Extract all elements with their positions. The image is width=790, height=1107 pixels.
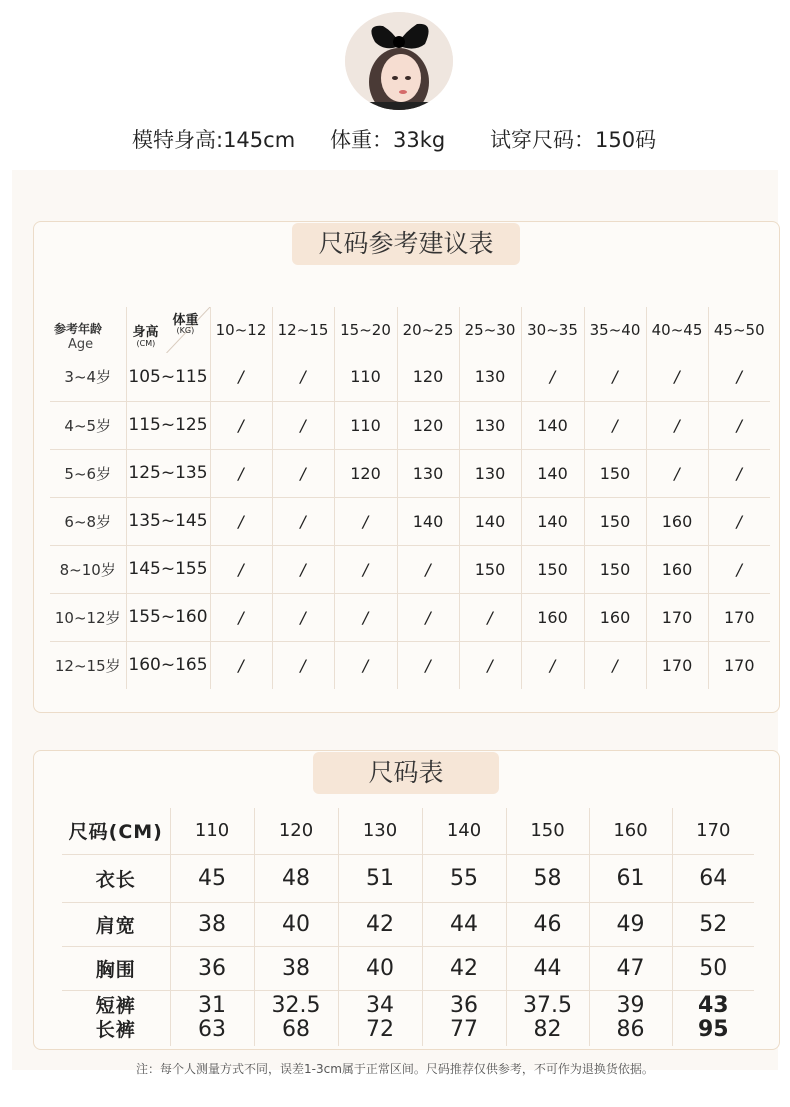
trousers-value: 82: [533, 1017, 562, 1043]
size-cell: 120: [334, 449, 397, 497]
measurement-value: 38: [170, 902, 254, 946]
measurement-row: [62, 854, 754, 902]
pants-value-cell: [170, 990, 254, 1046]
table-row: [50, 545, 770, 593]
table-row: [50, 497, 770, 545]
model-weight: 体重：33kg: [330, 128, 446, 152]
weight-col-header: 45~50: [713, 321, 765, 339]
measurement-value: 36: [170, 946, 254, 990]
measurement-row: [62, 902, 754, 946]
size-cell: 130: [459, 449, 521, 497]
size-cell: /: [210, 593, 272, 641]
size-cell: /: [210, 641, 272, 689]
size-cell: /: [708, 497, 770, 545]
table-header-row: [50, 307, 770, 353]
size-cell: /: [334, 497, 397, 545]
size-cell: /: [584, 641, 646, 689]
shorts-value: 37.5: [523, 993, 572, 1019]
measurement-value: 42: [422, 946, 506, 990]
size-cell: 110: [334, 353, 397, 401]
size-cell: /: [646, 449, 708, 497]
size-cell: 160: [521, 593, 584, 641]
pants-value-cell: [672, 990, 754, 1046]
size-column-header: 170: [672, 808, 754, 854]
measurement-value: 48: [254, 854, 338, 902]
measurement-value: 42: [338, 902, 422, 946]
age-corner-cell: [50, 307, 126, 353]
size-cell: /: [708, 449, 770, 497]
table-row: [50, 353, 770, 401]
measurement-value: 61: [589, 854, 672, 902]
size-cell: 170: [723, 655, 755, 675]
size-recommendation-title: 尺码参考建议表: [292, 223, 520, 265]
weight-col-header: 12~15: [272, 307, 334, 353]
pants-value-cell: [338, 990, 422, 1046]
size-cell: 150: [521, 545, 584, 593]
measurement-label: 肩宽: [62, 902, 170, 946]
size-cell: /: [646, 353, 708, 401]
size-cell: /: [210, 353, 272, 401]
pants-value-cell: [422, 990, 506, 1046]
weight-col-header: 10~12: [210, 307, 272, 353]
size-cell: 130: [459, 353, 521, 401]
height-cell: 135~145: [126, 497, 210, 545]
size-cell: /: [272, 497, 334, 545]
size-cell: /: [397, 641, 459, 689]
size-column-header: 130: [338, 808, 422, 854]
trousers-value: 63: [198, 1017, 226, 1043]
model-avatar: [345, 12, 453, 110]
age-cell: 8~10岁: [50, 545, 126, 593]
measurement-label: 胸围: [62, 946, 170, 990]
size-cell: 130: [397, 449, 459, 497]
weight-unit: (KG): [176, 326, 195, 335]
size-cell: /: [210, 545, 272, 593]
height-cell: 160~165: [126, 641, 210, 689]
model-info: [0, 124, 790, 158]
age-cell: 12~15岁: [50, 641, 126, 689]
size-cell: /: [210, 449, 272, 497]
size-column-header: 160: [589, 808, 672, 854]
height-weight-corner-cell: [126, 307, 210, 353]
measurement-value: 45: [170, 854, 254, 902]
size-cell: 110: [334, 401, 397, 449]
size-cell: 120: [397, 401, 459, 449]
height-label: 身高: [132, 325, 159, 340]
measurement-value: 40: [254, 902, 338, 946]
size-cell: 160: [646, 545, 708, 593]
weight-col-header: 30~35: [521, 307, 584, 353]
measurement-value: 44: [506, 946, 589, 990]
size-cell: 150: [584, 497, 646, 545]
size-cell: 160: [584, 593, 646, 641]
size-cell: /: [459, 593, 521, 641]
size-cell: /: [708, 545, 770, 593]
shorts-value: 32.5: [271, 993, 321, 1019]
shorts-value: 39: [616, 993, 645, 1019]
size-cell: /: [210, 401, 272, 449]
size-header-label: 尺码(CM): [62, 808, 170, 854]
measurement-value: 50: [672, 946, 754, 990]
size-cell: /: [459, 641, 521, 689]
size-column-header: 150: [506, 808, 589, 854]
size-column-header: 120: [254, 808, 338, 854]
size-cell: /: [210, 497, 272, 545]
size-cell: 120: [397, 353, 459, 401]
size-cell: /: [334, 641, 397, 689]
model-portrait-image: [345, 12, 453, 110]
trousers-value: 77: [450, 1017, 478, 1043]
trousers-value: 86: [616, 1017, 645, 1043]
size-cell: /: [584, 353, 646, 401]
weight-col-header: 15~20: [334, 307, 397, 353]
weight-label: 体重: [172, 313, 199, 328]
size-cell: /: [272, 401, 334, 449]
size-cell: /: [272, 641, 334, 689]
size-cell: 140: [459, 497, 521, 545]
model-try-size: 试穿尺码：150码: [490, 128, 657, 152]
model-height: 模特身高:145cm: [132, 128, 296, 152]
weight-col-header: 25~30: [459, 307, 521, 353]
measurement-value: 55: [422, 854, 506, 902]
size-cell: 150: [584, 449, 646, 497]
measurement-value: 44: [422, 902, 506, 946]
size-cell: 170: [646, 641, 708, 689]
weight-col-header: 20~25: [397, 307, 459, 353]
size-cell: 130: [459, 401, 521, 449]
measurement-value: 40: [338, 946, 422, 990]
measurement-value: 49: [589, 902, 672, 946]
pants-value-cell: [254, 990, 338, 1046]
pants-value-cell: [506, 990, 589, 1046]
size-cell: /: [708, 401, 770, 449]
trousers-value: 72: [366, 1017, 394, 1043]
measurement-value: 58: [506, 854, 589, 902]
size-header-row: [62, 808, 754, 854]
size-cell: 170: [646, 593, 708, 641]
pants-label-cell: [62, 990, 170, 1046]
height-unit: (CM): [136, 339, 156, 348]
trousers-value: 68: [282, 1017, 310, 1043]
size-cell: /: [397, 545, 459, 593]
size-cell: 140: [521, 401, 584, 449]
measurement-value: 38: [254, 946, 338, 990]
size-cell: /: [708, 353, 770, 401]
height-cell: 105~115: [126, 353, 210, 401]
size-cell: /: [584, 401, 646, 449]
size-cell: /: [334, 545, 397, 593]
weight-col-header: 40~45: [646, 307, 708, 353]
pants-value-cell: [589, 990, 672, 1046]
size-cell: /: [272, 545, 334, 593]
shorts-value: 34: [366, 993, 394, 1019]
size-cell: /: [521, 641, 584, 689]
shorts-label: 短裤: [95, 995, 136, 1018]
table-row: [50, 641, 770, 689]
size-cell: 160: [646, 497, 708, 545]
size-cell: /: [397, 593, 459, 641]
size-recommendation-table: [50, 307, 770, 689]
shorts-value: 43: [697, 993, 729, 1019]
age-cell: 10~12岁: [50, 593, 126, 641]
trousers-label: 长裤: [95, 1019, 136, 1042]
shorts-value: 36: [450, 993, 478, 1019]
height-cell: 145~155: [126, 545, 210, 593]
size-chart-table: [62, 808, 754, 1046]
measurement-value: 46: [506, 902, 589, 946]
size-cell: 170: [708, 593, 770, 641]
height-cell: 155~160: [126, 593, 210, 641]
age-cell: 6~8岁: [50, 497, 126, 545]
table-row: [50, 401, 770, 449]
weight-col-header: 35~40: [584, 307, 646, 353]
trousers-value: 95: [697, 1017, 729, 1043]
table-row: [50, 449, 770, 497]
size-cell: 150: [584, 545, 646, 593]
size-column-header: 140: [422, 808, 506, 854]
size-cell: 140: [397, 497, 459, 545]
size-chart-title: 尺码表: [313, 752, 499, 794]
measurement-row: [62, 946, 754, 990]
disclaimer-note: 注：每个人测量方式不同，误差1-3cm属于正常区间。尺码推荐仅供参考，不可作为退换货依据。: [136, 1062, 654, 1076]
height-cell: 125~135: [126, 449, 210, 497]
age-cell: 3~4岁: [50, 353, 126, 401]
table-row: [50, 593, 770, 641]
size-cell: /: [521, 353, 584, 401]
measurement-value: 52: [672, 902, 754, 946]
age-label-cn: 参考年龄: [54, 322, 103, 336]
size-cell: /: [334, 593, 397, 641]
size-cell: 140: [521, 449, 584, 497]
age-cell: 5~6岁: [50, 449, 126, 497]
size-column-header: 110: [170, 808, 254, 854]
size-cell: /: [646, 401, 708, 449]
measurement-value: 51: [338, 854, 422, 902]
size-cell: 140: [521, 497, 584, 545]
shorts-value: 31: [198, 993, 226, 1019]
pants-row: [62, 990, 754, 1046]
size-cell: /: [272, 449, 334, 497]
size-cell: 150: [459, 545, 521, 593]
size-cell: /: [272, 353, 334, 401]
measurement-label: 衣长: [62, 854, 170, 902]
height-cell: 115~125: [126, 401, 210, 449]
age-label-en: Age: [68, 337, 94, 352]
age-cell: 4~5岁: [50, 401, 126, 449]
measurement-value: 47: [589, 946, 672, 990]
size-cell: /: [272, 593, 334, 641]
measurement-value: 64: [672, 854, 754, 902]
